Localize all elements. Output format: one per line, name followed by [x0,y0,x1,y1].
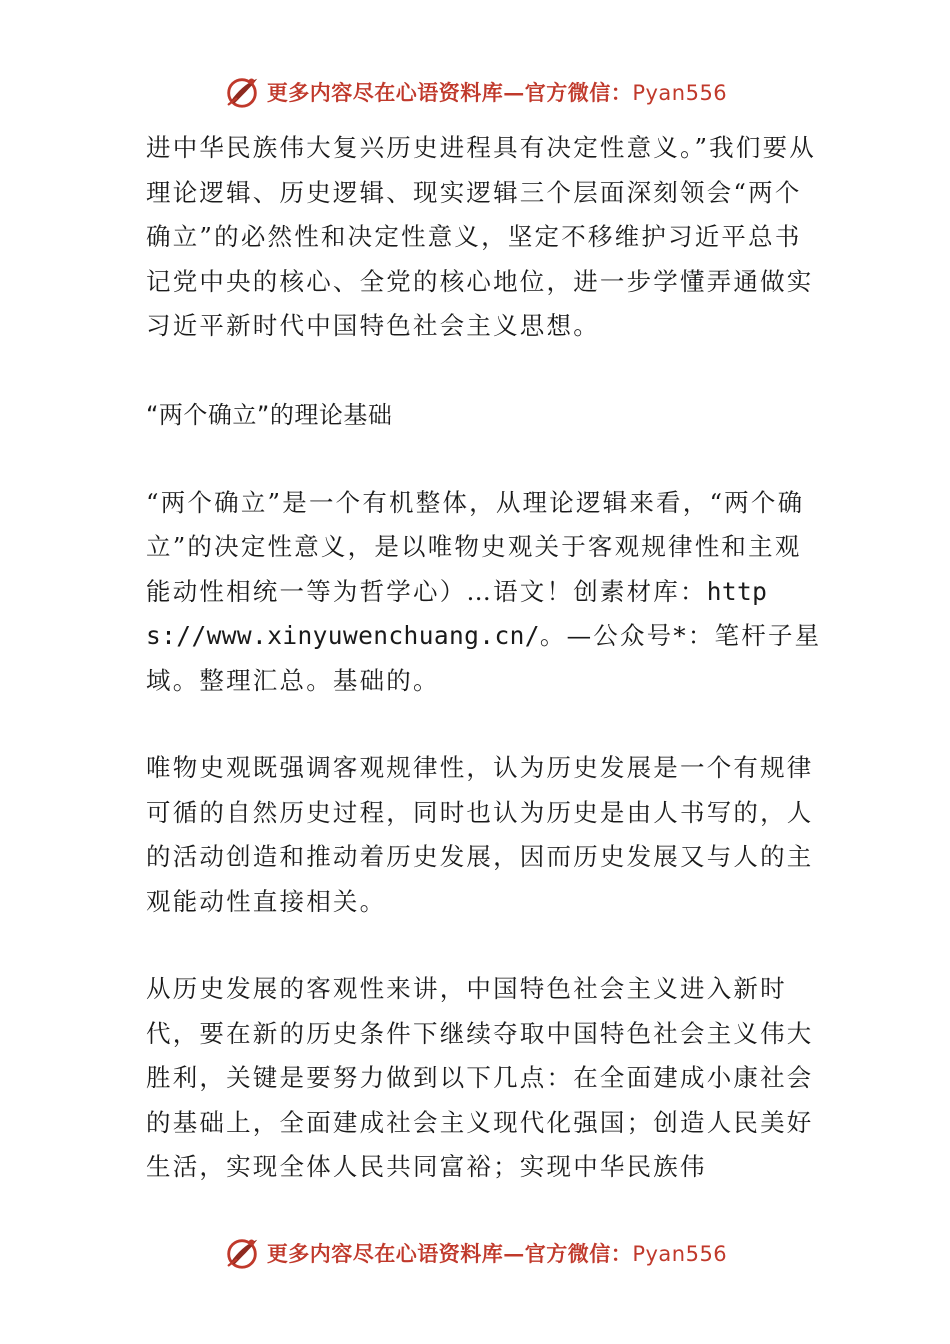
wechat-id: Pyan556 [632,81,728,105]
paragraph-2-tail: 。—公众号*：笔杆子星域。整理汇总。基础的。 [146,621,822,695]
brand-logo-icon [223,73,261,111]
document-body [146,126,826,1233]
watermark-banner-bottom [0,1231,950,1275]
paragraph-2 [146,481,826,704]
paragraph-2-text: “两个确立”是一个有机整体，从理论逻辑来看，“两个确立”的决定性意义，是以唯物史观关于客观规律性和主观能动性相统一等为哲学心）…语文！创素材库： [146,487,805,606]
watermark-text: 更多内容尽在心语资料库—官方微信：Pyan556 [266,1241,728,1266]
watermark-banner-top [0,70,950,114]
paragraph-3: 唯物史观既强调客观规律性，认为历史发展是一个有规律可循的自然历史过程，同时也认为历史是由人书写的，人的活动创造和推动着历史发展，因而历史发展又与人的主观能动性直接相关。 [146,753,814,916]
brand-logo-icon [223,1234,261,1272]
source-url: https://www.xinyuwenchuang.cn/ [146,576,768,650]
watermark-text: 更多内容尽在心语资料库—官方微信：Pyan556 [266,80,728,105]
paragraph-4: 从历史发展的客观性来讲，中国特色社会主义进入新时代，要在新的历史条件下继续夺取中国特色社会主义伟大胜利，关键是要努力做到以下几点：在全面建成小康社会的基础上，全面建成社会主义现代化强国；创造人民美好生活，实现全体人民共同富裕；实现中华民族伟 [146,974,814,1181]
section-heading: “两个确立”的理论基础 [146,400,393,429]
paragraph-1: 进中华民族伟大复兴历史进程具有决定性意义。”我们要从理论逻辑、历史逻辑、现实逻辑三个层面深刻领会“两个确立”的必然性和决定性意义，坚定不移维护习近平总书记党中央的核心、全党的核心地位，进一步学懂弄通做实习近平新时代中国特色社会主义思想。 [146,133,816,340]
wechat-id: Pyan556 [632,1242,728,1266]
